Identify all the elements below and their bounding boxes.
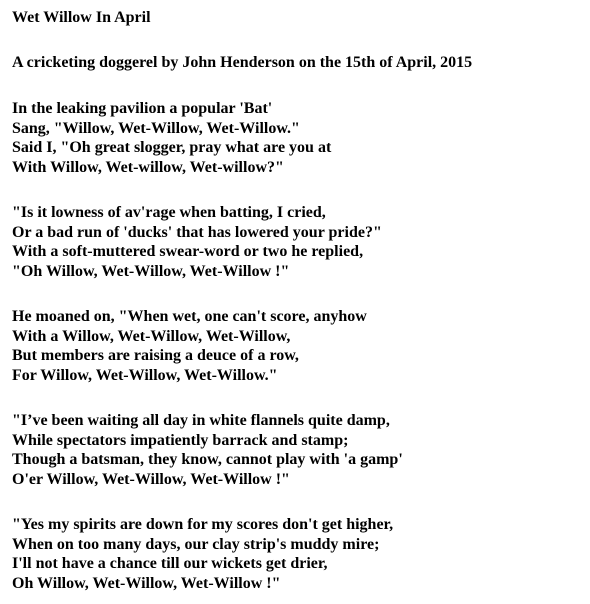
poem-document: [12, 8, 588, 593]
poem-subtitle: A cricketing doggerel by John Henderson on the 15th of April, 2015: [12, 54, 473, 71]
stanza-1-line-4: With Willow, Wet-willow, Wet-willow?": [12, 158, 284, 176]
stanza-2-line-2: Or a bad run of 'ducks' that has lowered your pride?": [12, 223, 382, 241]
stanza-3: [12, 307, 588, 385]
stanza-4: [12, 411, 588, 489]
stanza-4-line-2: While spectators impatiently barrack and stamp;: [12, 431, 349, 449]
stanza-5-line-3: I'll not have a chance till our wickets get drier,: [12, 555, 328, 572]
stanza-1-line-1: In the leaking pavilion a popular 'Bat': [12, 100, 273, 117]
stanza-5-line-2: When on too many days, our clay strip's muddy mire;: [12, 535, 380, 553]
stanza-3-line-1: He moaned on, "When wet, one can't score, anyhow: [12, 308, 367, 325]
stanza-4-line-3: Though a batsman, they know, cannot play with 'a gamp': [12, 451, 403, 468]
stanza-4-line-1: "I’ve been waiting all day in white flannels quite damp,: [12, 412, 390, 429]
stanza-3-line-3: But members are raising a deuce of a row,: [12, 347, 299, 364]
poem-title: Wet Willow In April: [12, 9, 151, 26]
stanza-5-line-4: Oh Willow, Wet-Willow, Wet-Willow !": [12, 574, 281, 592]
stanza-3-line-4: For Willow, Wet-Willow, Wet-Willow.": [12, 366, 278, 384]
stanza-5-line-1: "Yes my spirits are down for my scores don't get higher,: [12, 516, 394, 533]
stanza-5: [12, 515, 588, 593]
stanza-2: [12, 203, 588, 281]
stanza-1: [12, 99, 588, 177]
stanza-1-line-3: Said I, "Oh great slogger, pray what are you at: [12, 139, 332, 156]
stanza-2-line-1: "Is it lowness of av'rage when batting, I cried,: [12, 204, 326, 221]
stanza-2-line-3: With a soft-muttered swear-word or two he replied,: [12, 243, 364, 260]
stanza-2-line-4: "Oh Willow, Wet-Willow, Wet-Willow !": [12, 262, 290, 280]
stanza-3-line-2: With a Willow, Wet-Willow, Wet-Willow,: [12, 327, 291, 345]
stanza-1-line-2: Sang, "Willow, Wet-Willow, Wet-Willow.": [12, 119, 300, 137]
stanza-4-line-4: O'er Willow, Wet-Willow, Wet-Willow !": [12, 470, 290, 488]
